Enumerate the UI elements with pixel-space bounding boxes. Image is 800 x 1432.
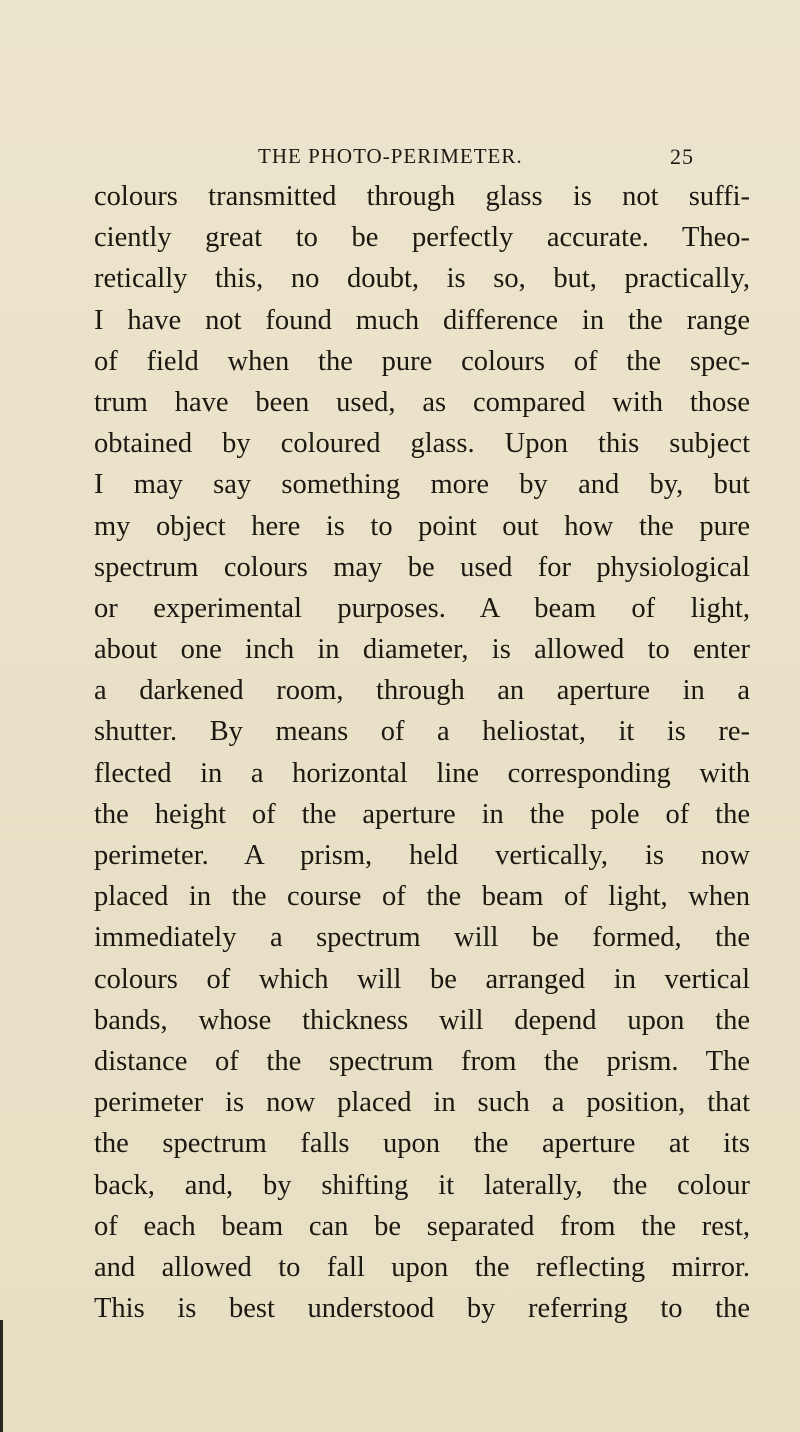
text-line: I may say something more by and by, but — [94, 469, 750, 501]
text-line: and allowed to fall upon the reflecting mirror. — [94, 1251, 750, 1283]
text-line: flected in a horizontal line corresponding with — [94, 757, 750, 789]
text-line: colours transmitted through glass is not suffi- — [94, 181, 750, 212]
page-edge-shadow — [0, 1320, 3, 1432]
running-title: THE PHOTO-PERIMETER. — [258, 144, 523, 168]
text-line: or experimental purposes. A beam of light, — [94, 592, 750, 624]
text-line: about one inch in diameter, is allowed to enter — [94, 634, 750, 666]
text-line: shutter. By means of a heliostat, it is re- — [94, 716, 750, 748]
body-text — [94, 176, 750, 1329]
text-line: retically this, no doubt, is so, but, practically, — [94, 263, 750, 295]
text-line: I have not found much difference in the range — [94, 304, 750, 336]
page-number: 25 — [670, 144, 694, 169]
text-line: my object here is to point out how the pure — [94, 510, 750, 542]
text-line: colours of which will be arranged in vertical — [94, 963, 750, 995]
text-line: of field when the pure colours of the spec- — [94, 345, 750, 377]
text-line: placed in the course of the beam of light, when — [94, 881, 750, 913]
text-line: obtained by coloured glass. Upon this subject — [94, 428, 750, 460]
text-line: the height of the aperture in the pole of the — [94, 798, 750, 830]
text-line: This is best understood by referring to the — [94, 1293, 750, 1325]
text-line: ciently great to be perfectly accurate. Theo- — [94, 222, 750, 254]
text-line: of each beam can be separated from the rest, — [94, 1210, 750, 1242]
text-line: bands, whose thickness will depend upon the — [94, 1004, 750, 1036]
running-head — [258, 144, 694, 174]
text-line: back, and, by shifting it laterally, the colour — [94, 1169, 750, 1201]
text-line: a darkened room, through an aperture in a — [94, 675, 750, 707]
text-line: trum have been used, as compared with those — [94, 386, 750, 418]
text-line: immediately a spectrum will be formed, the — [94, 922, 750, 954]
text-line: perimeter. A prism, held vertically, is now — [94, 840, 750, 871]
text-line: spectrum colours may be used for physiological — [94, 551, 750, 583]
text-line: perimeter is now placed in such a position, that — [94, 1087, 750, 1119]
text-line: the spectrum falls upon the aperture at its — [94, 1128, 750, 1160]
text-line: distance of the spectrum from the prism. The — [94, 1045, 750, 1077]
